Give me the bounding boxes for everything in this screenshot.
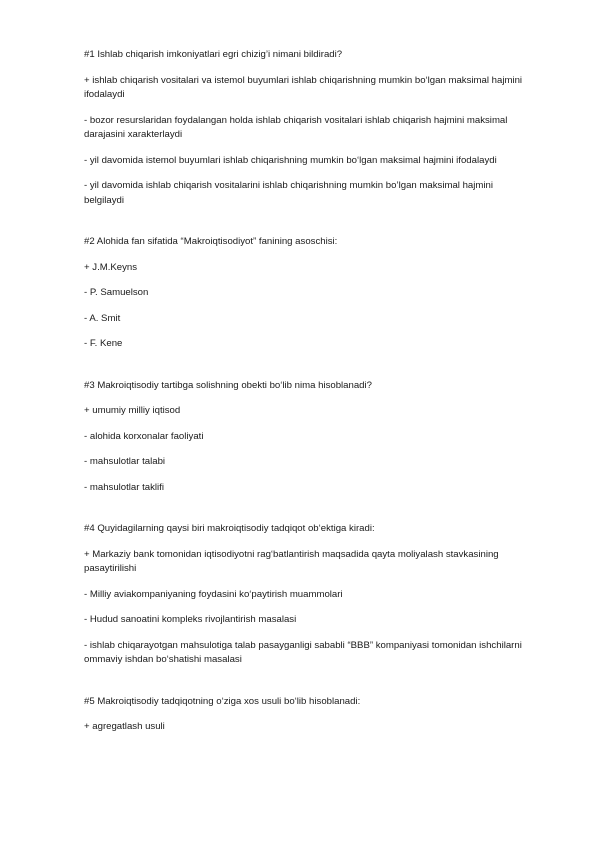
- question-spacer: [84, 679, 526, 695]
- answer-option: - yil davomida ishlab chiqarish vositalarini ishlab chiqarishning mumkin bo’lgan maksimal hajmini belgilaydi: [84, 180, 493, 206]
- answer-option: - F. Kene: [84, 338, 123, 349]
- answer-option: + agregatlash usuli: [84, 721, 165, 732]
- question-5: [84, 695, 526, 735]
- question-1: [84, 48, 526, 208]
- answer-option: - ishlab chiqarayotgan mahsulotiga talab pasayganligi sababli “BBB” kompaniyasi tomonidan ishchilarni ommaviy ishdan bo‘shatishi masalasi: [84, 639, 522, 665]
- answer-option: - bozor resurslaridan foydalangan holda ishlab chiqarish vositalari ishlab chiqarish hajmini maksimal darajasini xarakterlaydi: [84, 114, 508, 140]
- question-spacer: [84, 219, 526, 235]
- answer-option: + umumiy milliy iqtisod: [84, 405, 181, 416]
- answer-option: + ishlab chiqarish vositalari va istemol buyumlari ishlab chiqarishning mumkin bo‘lgan maksimal hajmini ifodalaydi: [84, 74, 523, 100]
- question-title: #4 Quyidagilarning qaysi biri makroiqtisodiy tadqiqot ob‘ektiga kiradi:: [84, 523, 375, 534]
- answer-option: - P. Samuelson: [84, 287, 149, 298]
- question-4: [84, 522, 526, 668]
- answer-option: - alohida korxonalar faoliyati: [84, 430, 204, 442]
- answer-option: - mahsulotlar taklifi: [84, 481, 164, 493]
- answer-option: - Hudud sanoatini kompleks rivojlantirish masalasi: [84, 614, 297, 625]
- question-3: [84, 379, 526, 496]
- question-2: [84, 235, 526, 352]
- question-title: #2 Alohida fan sifatida “Makroiqtisodiyot” fanining asoschisi:: [84, 236, 338, 247]
- question-spacer: [84, 506, 526, 522]
- answer-option: - mahsulotlar talabi: [84, 456, 166, 467]
- question-title: #1 Ishlab chiqarish imkoniyatlari egri chizig’i nimani bildiradi?: [84, 49, 343, 60]
- question-spacer: [84, 363, 526, 379]
- answer-option: - Milliy aviakompaniyaning foydasini ko‘paytirish muammolari: [84, 588, 343, 600]
- answer-option: - yil davomida istemol buyumlari ishlab chiqarishning mumkin bo‘lgan maksimal hajmini ifodalaydi: [84, 154, 497, 166]
- document-content: [84, 48, 526, 746]
- question-title: #5 Makroiqtisodiy tadqiqotning o‘ziga xos usuli bo‘lib hisoblanadi:: [84, 695, 361, 707]
- question-title: #3 Makroiqtisodiy tartibga solishning obekti bo‘lib nima hisoblanadi?: [84, 379, 372, 391]
- answer-option: + J.M.Keyns: [84, 261, 138, 273]
- answer-option: + Markaziy bank tomonidan iqtisodiyotni rag‘batlantirish maqsadida qayta moliyalash stavkasining pasaytirilishi: [84, 548, 499, 574]
- answer-option: - A. Smit: [84, 312, 121, 324]
